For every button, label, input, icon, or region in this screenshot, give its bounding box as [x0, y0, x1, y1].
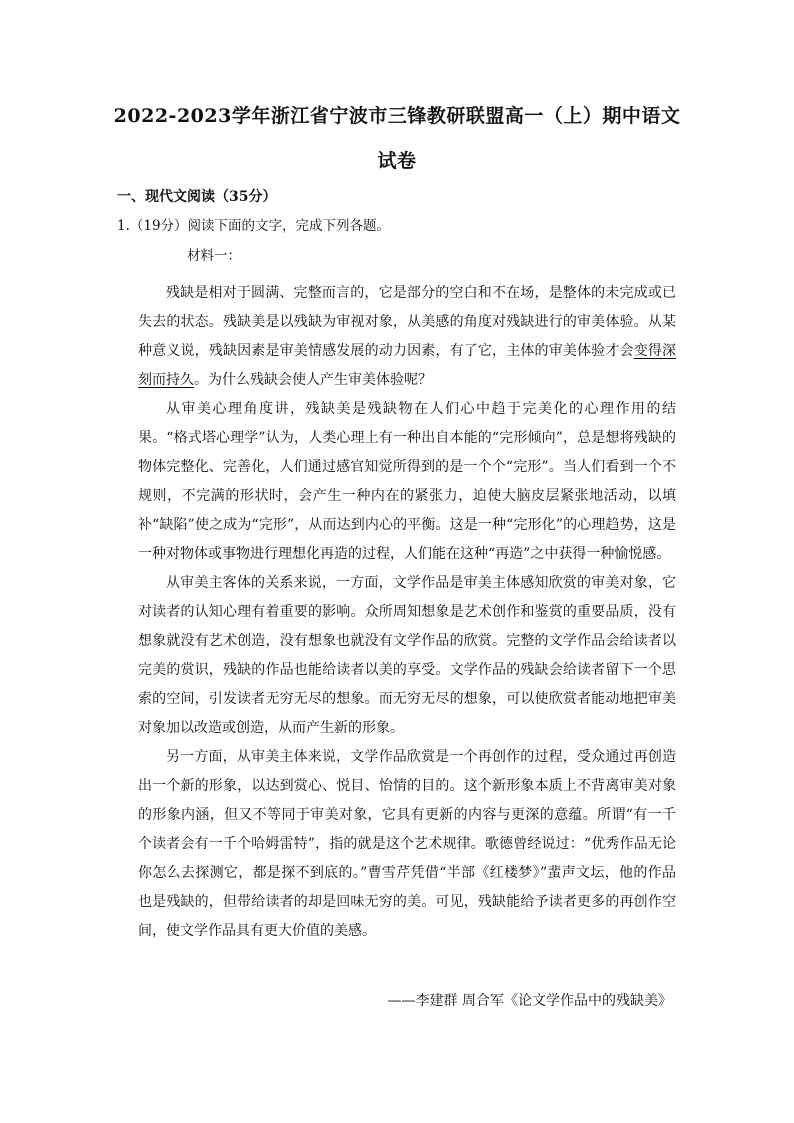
question-prompt: 1.（19分）阅读下面的文字，完成下列各题。: [117, 218, 391, 234]
underlined-phrase: 变得深刻而持久: [138, 343, 677, 388]
exam-title-line2: 试卷: [377, 150, 417, 172]
paragraph-3: 从审美主客体的关系来说，一方面，文学作品是审美主体感知欣赏的审美对象，它对读者的认知心理有着重要的影响。众所周知想象是艺术创作和鉴赏的重要品质，没有想象就没有艺术创造，没有想象也就没有文学作品的欣赏。完整的文学作品会给读者以完美的赏识，残缺的作品也能给读者以美的享受。文学作品的残缺会给读者留下一个思索的空间，引发读者无穷无尽的想象。而无穷无尽的想象，可以使欣赏者能动地把审美对象加以改造或创造，从而产生新的形象。: [138, 575, 676, 736]
paragraph-2: 从审美心理角度讲，残缺美是残缺物在人们心中趋于完美化的心理作用的结果。“格式塔心理学”认为，人类心理上有一种出自本能的“完形倾向”，总是想将残缺的物体完整化、完善化，人们通过感官知觉所得到的是一个个“完形”。当人们看到一个不规则，不完满的形状时，会产生一种内在的紧张力，迫使大脑皮层紧张地活动，以填补“缺陷”使之成为“完形”，从而达到内心的平衡。这是一种“完形化”的心理趋势，这是一种对物体或事物进行理想化再造的过程，人们能在这种“再造”之中获得一种愉悦感。: [138, 401, 676, 562]
source-citation: ——李建群 周合军《论文学作品中的残缺美》: [387, 993, 672, 1009]
reading-passage: [138, 279, 676, 946]
paragraph-1: [138, 279, 676, 395]
material-label: 材料一：: [187, 248, 241, 264]
section-heading: 一、现代文阅读（35分）: [117, 189, 277, 205]
paragraph-1-text-b: 。为什么残缺会使人产生审美体验呢？: [194, 372, 432, 388]
paragraph-1-text-a: 残缺是相对于圆满、完整而言的，它是部分的空白和不在场，是整体的未完成或已失去的状态。残缺美是以残缺为审视对象，从美感的角度对残缺进行的审美体验。从某种意义说，残缺因素是审美情感发展的动力因素，有了它，主体的审美体验才会: [138, 285, 676, 359]
paragraph-4: 另一方面，从审美主体来说，文学作品欣赏是一个再创作的过程，受众通过再创造出一个新的形象，以达到赏心、悦目、怡情的目的。这个新形象本质上不背离审美对象的形象内涵，但又不等同于审美对象，它具有更新的内容与更深的意蕴。所谓“有一千个读者会有一千个哈姆雷特”，指的就是这个艺术规律。歌德曾经说过：“优秀作品无论你怎么去探测它，都是探不到底的。”曹雪芹凭借“半部《红楼梦》”蜚声文坛，他的作品也是残缺的，但带给读者的却是回味无穷的美。可见，残缺能给予读者更多的再创作空间，使文学作品具有更大价值的美感。: [138, 749, 676, 939]
exam-title-line1: 2022-2023学年浙江省宁波市三锋教研联盟高一（上）期中语文: [113, 105, 681, 127]
